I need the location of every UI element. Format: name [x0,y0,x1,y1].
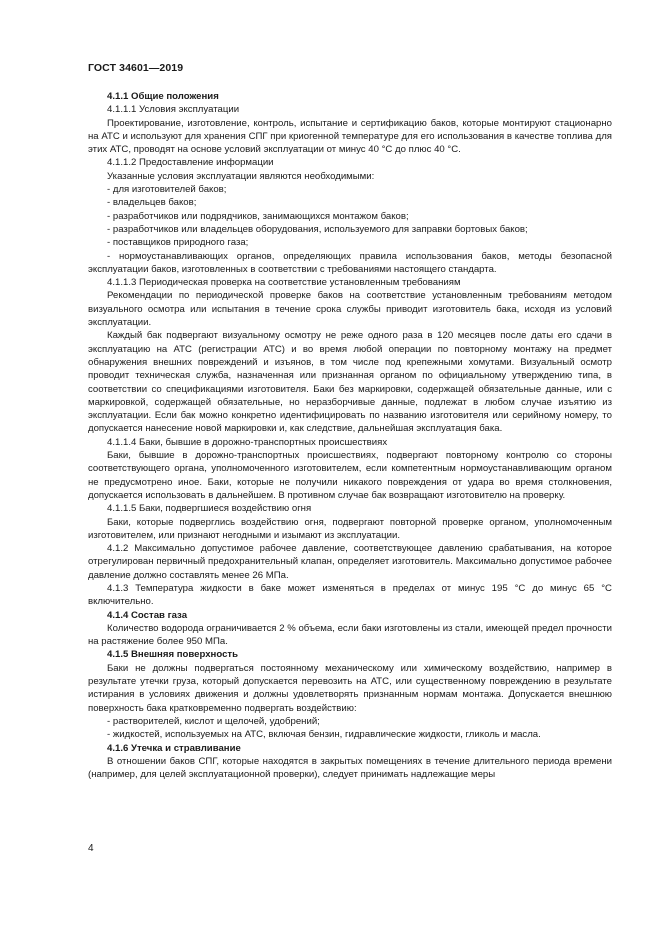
paragraph: В отношении баков СПГ, которые находятся в закрытых помещениях в течение длительного периода времени (например, для целей эксплуатационной проверки), следует принимать надлежащие меры [88,755,612,781]
list-item: - разработчиков или владельцев оборудования, используемого для заправки бортовых баков; [107,223,528,235]
subsection-heading: 4.1.1.2 Предоставление информации [107,157,274,169]
subsection-heading: 4.1.1.5 Баки, подвергшиеся воздействию огня [107,503,312,515]
list-item: - поставщиков природного газа; [107,237,249,249]
paragraph: Баки, бывшие в дорожно-транспортных происшествиях, подвергают повторному контролю со стороны соответствующего органа, уполномоченного изготовителем, если компетентным нормоустанавливающим органом не предусмотрено иное. Баки, которые не получили никакого повреждения от удара во время столкновения, допускается использовать в дальнейшем. В противном случае бак возвращают изготовителю на проверку. [88,450,612,501]
paragraph: Количество водорода ограничивается 2 % объема, если баки изготовлены из стали, имеющей предел прочности на растяжение более 950 МПа. [88,622,612,648]
section-heading: 4.1.4 Состав газа [107,609,188,621]
list-item: - растворителей, кислот и щелочей, удобрений; [107,715,320,727]
subsection-heading: 4.1.1.1 Условия эксплуатации [107,104,240,116]
paragraph: Проектирование, изготовление, контроль, испытание и сертификацию баков, которые монтируют стационарно на АТС и используют для хранения СПГ при криогенной температуре для его использования в качестве топлива для этих АТС, проводят на основе условий эксплуатации от минус 40 °С до плюс 40 °С. [88,117,612,156]
list-item: - жидкостей, используемых на АТС, включая бензин, гидравлические жидкости, гликоль и масла. [107,729,541,741]
paragraph: Баки не должны подвергаться постоянному механическому или химическому воздействию, например в результате утечки груза, который допускается перевозить на АТС, или существенному повреждению в результате истирания в условиях движения и должны удовлетворять признанным нормам монтажа. Допускается внешнюю поверхность бака кратковременно подвергать воздействию: [88,662,612,714]
paragraph: 4.1.3 Температура жидкости в баке может изменяться в пределах от минус 195 °С до минус 65 °С включительно. [88,582,612,608]
paragraph: Баки, которые подверглись воздействию огня, подвергают повторной проверке органом, уполномоченным изготовителем, или признают негодными и изымают из эксплуатации. [88,516,612,541]
section-heading: 4.1.6 Утечка и стравливание [107,742,241,754]
paragraph: Каждый бак подвергают визуальному осмотру не реже одного раза в 120 месяцев после даты его сдачи в эксплуатацию на АТС (регистрации АТС) и во время любой операции по повторному монтажу на предмет обнаружения внешних повреждений и изъянов, в том числе под крепежными хомутами. Визуальный осмотр проводит техническая служба, назначенная или признанная органом по официальному утверждению типа, в соответствии со спецификациями изготовителя. Баки без маркировки, содержащей обязательные данные, или с маркировкой, содержащей обязательные, но неразборчивые данные, подлежат в любом случае изъятию из эксплуатации. Если бак можно конкретно идентифицировать по названию изготовителя или серийному номеру, то допускается нанесение новой маркировки и, как следствие, дальнейшая эксплуатация бака. [88,330,612,435]
section-heading: 4.1.1 Общие положения [107,91,219,102]
document-body [88,90,612,781]
list-item: - владельцев баков; [107,197,197,209]
list-item: - нормоустанавливающих органов, определяющих правила использования баков, методы безопасной эксплуатации баков, изготовленных в соответствии с требованиями настоящего стандарта. [88,250,612,275]
paragraph: Рекомендации по периодической проверке баков на соответствие установленным требованиям методом визуального осмотра или испытания в течение срока службы приводит изготовитель бака, исходя из условий эксплуатации. [88,290,612,329]
section-heading: 4.1.5 Внешняя поверхность [107,649,239,661]
paragraph: Указанные условия эксплуатации являются необходимыми: [107,170,375,182]
subsection-heading: 4.1.1.3 Периодическая проверка на соответствие установленным требованиям [107,277,461,289]
list-item: - разработчиков или подрядчиков, занимающихся монтажом баков; [107,210,409,222]
paragraph: 4.1.2 Максимально допустимое рабочее давление, соответствующее давлению срабатывания, на которое отрегулирован первичный предохранительный клапан, определяет изготовитель. Максимально допустимое рабочее давление должно составлять менее 26 МПа. [88,543,612,581]
list-item: - для изготовителей баков; [107,184,227,196]
subsection-heading: 4.1.1.4 Баки, бывшие в дорожно-транспортных происшествиях [107,436,388,448]
standard-header: ГОСТ 34601—2019 [88,62,184,74]
page-number: 4 [88,843,94,854]
